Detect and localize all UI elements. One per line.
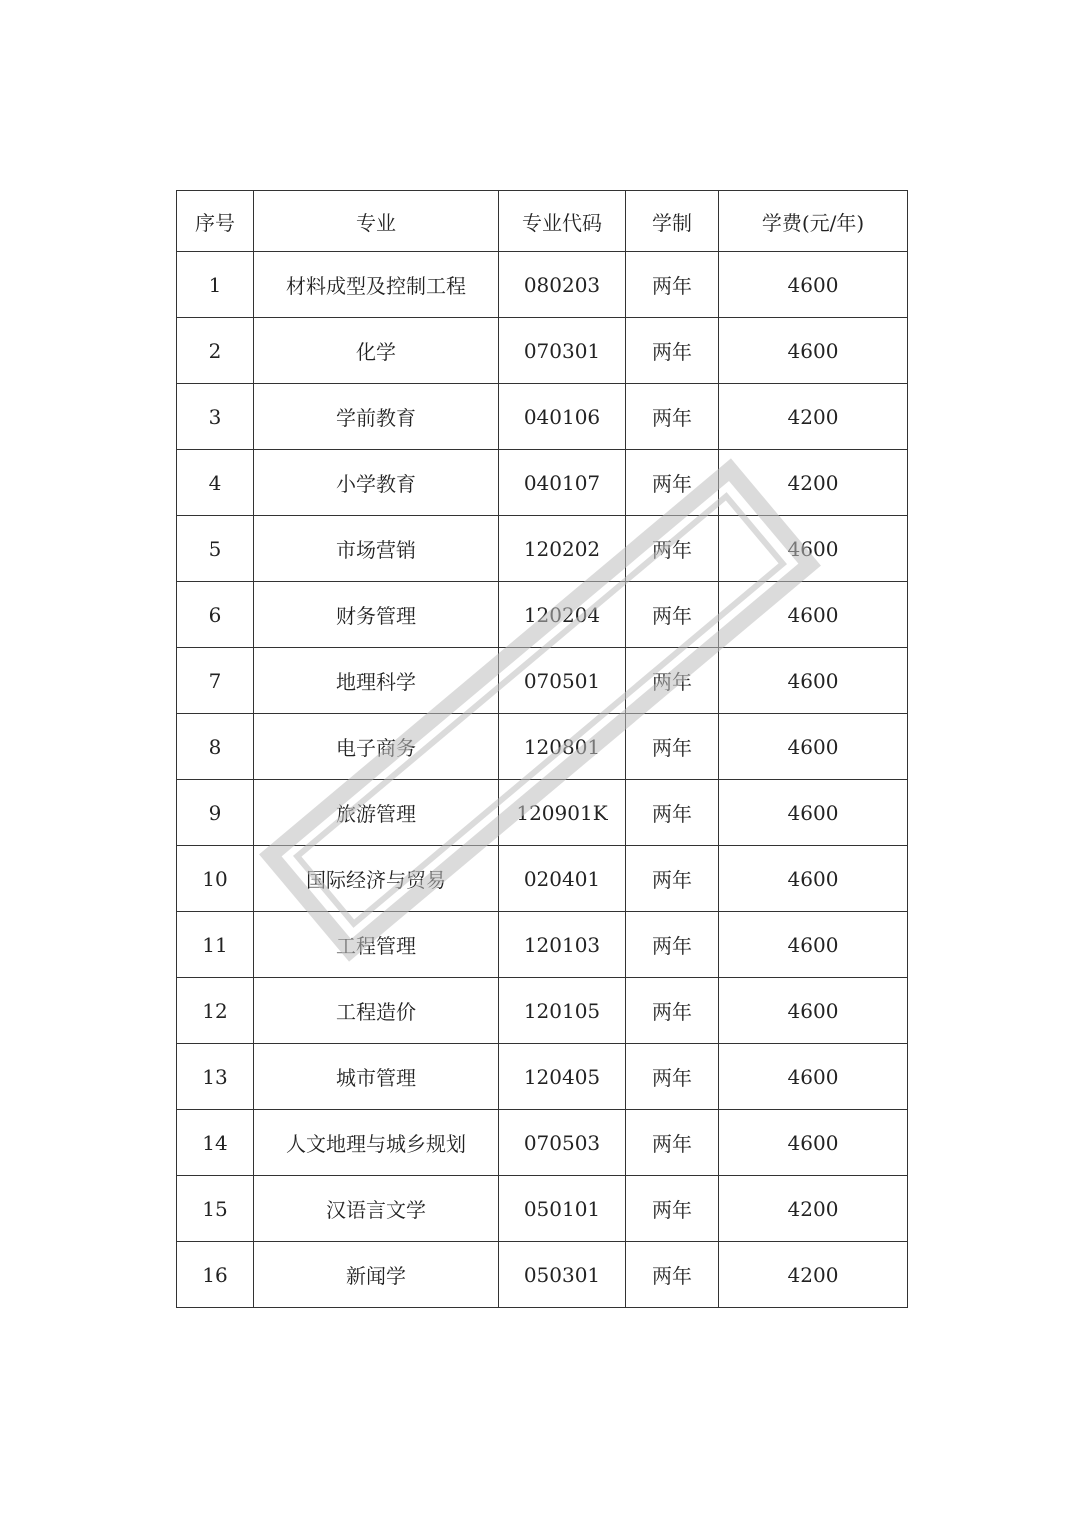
cell-code: 070503 (499, 1110, 626, 1176)
cell-index: 1 (177, 252, 254, 318)
cell-code: 020401 (499, 846, 626, 912)
table-row (177, 1176, 908, 1242)
table-row (177, 1044, 908, 1110)
cell-major: 学前教育 (254, 384, 499, 450)
cell-fee: 4600 (719, 1044, 908, 1110)
cell-fee: 4600 (719, 846, 908, 912)
cell-major: 国际经济与贸易 (254, 846, 499, 912)
table-row (177, 450, 908, 516)
cell-code: 120204 (499, 582, 626, 648)
cell-major: 工程管理 (254, 912, 499, 978)
cell-fee: 4600 (719, 252, 908, 318)
cell-duration: 两年 (626, 384, 719, 450)
cell-fee: 4600 (719, 516, 908, 582)
table-row (177, 978, 908, 1044)
table-row (177, 1242, 908, 1308)
table-body (177, 252, 908, 1308)
cell-duration: 两年 (626, 912, 719, 978)
cell-duration: 两年 (626, 1110, 719, 1176)
cell-fee: 4600 (719, 912, 908, 978)
cell-duration: 两年 (626, 318, 719, 384)
cell-duration: 两年 (626, 846, 719, 912)
table-row (177, 1110, 908, 1176)
cell-index: 14 (177, 1110, 254, 1176)
cell-major: 汉语言文学 (254, 1176, 499, 1242)
cell-duration: 两年 (626, 714, 719, 780)
cell-code: 070301 (499, 318, 626, 384)
table-row (177, 648, 908, 714)
cell-duration: 两年 (626, 450, 719, 516)
cell-major: 化学 (254, 318, 499, 384)
cell-code: 120105 (499, 978, 626, 1044)
cell-index: 16 (177, 1242, 254, 1308)
cell-code: 040107 (499, 450, 626, 516)
table-row (177, 714, 908, 780)
cell-duration: 两年 (626, 780, 719, 846)
table-row (177, 252, 908, 318)
cell-index: 9 (177, 780, 254, 846)
table-row (177, 384, 908, 450)
cell-code: 050101 (499, 1176, 626, 1242)
table-row (177, 780, 908, 846)
cell-major: 地理科学 (254, 648, 499, 714)
cell-duration: 两年 (626, 1242, 719, 1308)
cell-fee: 4600 (719, 648, 908, 714)
cell-index: 15 (177, 1176, 254, 1242)
cell-code: 120202 (499, 516, 626, 582)
cell-index: 8 (177, 714, 254, 780)
header-duration: 学制 (626, 191, 719, 252)
table-header-row (177, 191, 908, 252)
cell-major: 小学教育 (254, 450, 499, 516)
cell-fee: 4600 (719, 318, 908, 384)
header-fee: 学费(元/年) (719, 191, 908, 252)
cell-code: 120901K (499, 780, 626, 846)
table-row (177, 912, 908, 978)
cell-major: 财务管理 (254, 582, 499, 648)
cell-fee: 4600 (719, 1110, 908, 1176)
header-code: 专业代码 (499, 191, 626, 252)
cell-index: 11 (177, 912, 254, 978)
majors-table (176, 190, 908, 1308)
cell-fee: 4600 (719, 780, 908, 846)
cell-fee: 4200 (719, 1242, 908, 1308)
cell-duration: 两年 (626, 252, 719, 318)
cell-fee: 4600 (719, 582, 908, 648)
cell-major: 城市管理 (254, 1044, 499, 1110)
cell-major: 工程造价 (254, 978, 499, 1044)
cell-major: 人文地理与城乡规划 (254, 1110, 499, 1176)
cell-major: 材料成型及控制工程 (254, 252, 499, 318)
cell-fee: 4600 (719, 714, 908, 780)
cell-duration: 两年 (626, 978, 719, 1044)
cell-code: 070501 (499, 648, 626, 714)
cell-fee: 4600 (719, 978, 908, 1044)
cell-index: 4 (177, 450, 254, 516)
cell-code: 120801 (499, 714, 626, 780)
cell-fee: 4200 (719, 384, 908, 450)
cell-major: 电子商务 (254, 714, 499, 780)
cell-index: 13 (177, 1044, 254, 1110)
cell-index: 6 (177, 582, 254, 648)
cell-code: 120103 (499, 912, 626, 978)
header-index: 序号 (177, 191, 254, 252)
cell-duration: 两年 (626, 1176, 719, 1242)
cell-major: 市场营销 (254, 516, 499, 582)
cell-major: 新闻学 (254, 1242, 499, 1308)
cell-code: 040106 (499, 384, 626, 450)
cell-index: 3 (177, 384, 254, 450)
cell-index: 5 (177, 516, 254, 582)
table-row (177, 318, 908, 384)
cell-duration: 两年 (626, 516, 719, 582)
table-row (177, 846, 908, 912)
cell-fee: 4200 (719, 1176, 908, 1242)
cell-major: 旅游管理 (254, 780, 499, 846)
header-major: 专业 (254, 191, 499, 252)
cell-index: 2 (177, 318, 254, 384)
cell-code: 050301 (499, 1242, 626, 1308)
cell-code: 080203 (499, 252, 626, 318)
cell-index: 12 (177, 978, 254, 1044)
cell-fee: 4200 (719, 450, 908, 516)
table-row (177, 516, 908, 582)
cell-code: 120405 (499, 1044, 626, 1110)
cell-index: 10 (177, 846, 254, 912)
cell-duration: 两年 (626, 1044, 719, 1110)
cell-index: 7 (177, 648, 254, 714)
table-row (177, 582, 908, 648)
cell-duration: 两年 (626, 648, 719, 714)
cell-duration: 两年 (626, 582, 719, 648)
